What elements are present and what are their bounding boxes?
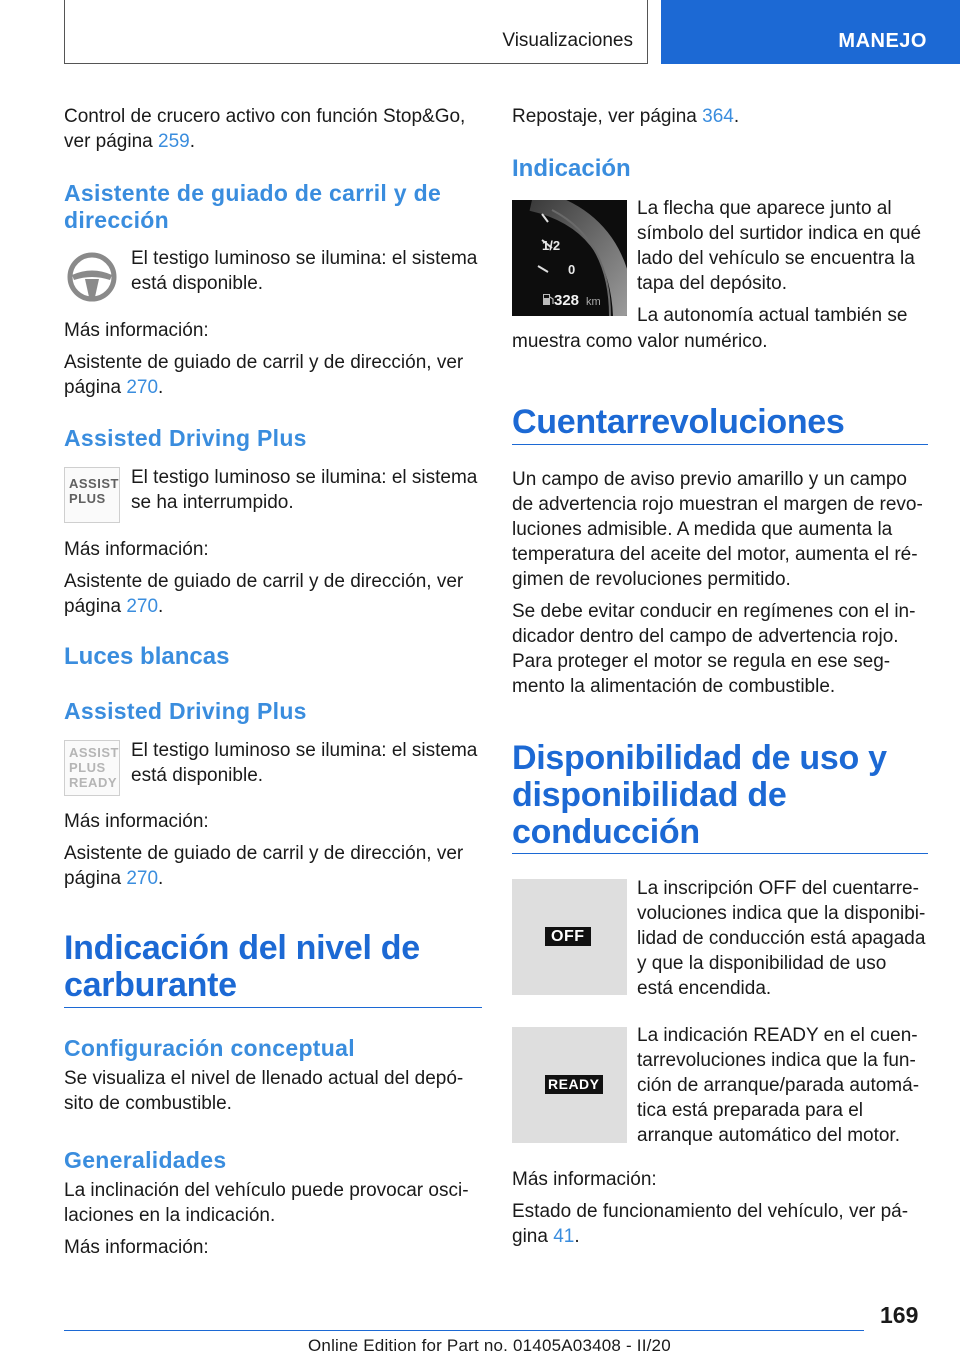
- general-heading: Generalidades: [64, 1147, 227, 1173]
- header-section-title: Visualizaciones: [502, 30, 633, 51]
- footer-rule: [64, 1330, 864, 1331]
- lane-assist-heading: Asistente de guiado de carril y de dirección: [64, 180, 442, 233]
- indication-heading: Indicación: [512, 155, 631, 182]
- page-link[interactable]: 270: [126, 377, 159, 398]
- concept-section: Configuración conceptual Se visualiza el nivel de llenado actual del depó- sito de combustible.: [64, 1035, 484, 1116]
- off-text: La inscripción OFF del cuentarre- voluciones indica que la disponibi- lidad de conducción está apagada y que la disponibilidad de uso está encendida.: [637, 878, 926, 999]
- gauge-zero-label: 0: [568, 262, 576, 277]
- page-link[interactable]: 270: [126, 596, 159, 617]
- section-rule: [512, 444, 928, 445]
- adp-heading: Assisted Driving Plus: [64, 425, 307, 451]
- tachometer-heading: Cuentarrevoluciones: [512, 403, 845, 441]
- gauge-range-value: 328: [554, 292, 580, 309]
- ready-display-image: [512, 1027, 627, 1143]
- availability-more: Más información: Estado de funcionamiento del vehículo, ver pá- gina 41.: [512, 1169, 909, 1247]
- page-link[interactable]: 270: [126, 868, 159, 889]
- adp-more: Más información: Asistente de guiado de carril y de dirección, ver página 270.: [64, 539, 464, 617]
- page-link[interactable]: 364: [702, 106, 734, 127]
- gauge-range-unit: km: [586, 296, 601, 308]
- refuel-ref: Repostaje, ver página 364.: [512, 106, 740, 127]
- ready-badge: READY: [545, 1075, 603, 1094]
- availability-heading: Disponibilidad de uso y disponibilidad de conducción: [512, 739, 887, 851]
- ready-text: La indicación READY en el cuen- tarrevoluciones indica que la fun- ción de arranque/parada automá- tica está preparada para el arranque automático del motor.: [637, 1025, 920, 1146]
- fuel-pump-icon: [542, 292, 552, 306]
- indication-text-cont: muestra como valor numérico.: [512, 331, 768, 352]
- tachometer-text: Un campo de aviso previo amarillo y un campo de advertencia rojo muestran el margen de revo- luciones admisible. A medida que aumenta la temperatura del aceite del motor, aumenta el ré- gimen de revoluciones permitido. Se debe evitar conducir en regímenes con el in- dicador dentro del campo de advertencia rojo. Para proteger el motor se regula en ese seg- mento la alimentación de combustible.: [512, 469, 923, 697]
- header-chapter-tab[interactable]: [661, 0, 960, 64]
- footer-edition: Online Edition for Part no. 01405A03408 - II/20: [308, 1336, 671, 1355]
- fuel-level-heading: Indicación del nivel de carburante: [64, 929, 420, 1004]
- assist-plus-icon: ASSIST PLUS: [64, 467, 120, 523]
- lane-assist-text: El testigo luminoso se ilumina: el sistema está disponible.: [131, 248, 478, 294]
- white-lights-heading: Luces blancas: [64, 643, 230, 670]
- header-bar: [64, 0, 648, 64]
- fuel-gauge-image: [512, 200, 627, 316]
- section-rule: [512, 853, 928, 854]
- off-display-image: [512, 879, 627, 995]
- indication-text: La flecha que aparece junto al símbolo del surtidor indica en qué lado del vehículo se encuentra la tapa del depósito. La autonomía actual también se: [637, 198, 922, 326]
- header-chapter-label: MANEJO: [838, 30, 927, 52]
- off-badge: OFF: [545, 927, 591, 946]
- page-link[interactable]: 41: [553, 1226, 575, 1247]
- steering-wheel-icon: [64, 248, 120, 304]
- intro-line: Control de crucero activo con función Stop&Go,: [64, 106, 466, 127]
- adp-text: El testigo luminoso se ilumina: el sistema se ha interrumpido.: [131, 467, 478, 513]
- left-column: [64, 104, 484, 154]
- white-lights-subheading: Assisted Driving Plus: [64, 698, 307, 724]
- gauge-half-label: 1/2: [542, 238, 561, 253]
- concept-heading: Configuración conceptual: [64, 1035, 355, 1061]
- section-rule: [64, 1007, 482, 1008]
- intro-line: ver página 259.: [64, 131, 195, 152]
- white-lights-more: Más información: Asistente de guiado de carril y de dirección, ver página 270.: [64, 811, 464, 889]
- page-link[interactable]: 259: [158, 131, 190, 152]
- assist-plus-ready-icon: ASSIST PLUS READY: [64, 740, 120, 796]
- general-section: Generalidades La inclinación del vehículo puede provocar osci- laciones en la indicación. Más información:: [64, 1147, 484, 1260]
- lane-assist-more: Más información: Asistente de guiado de carril y de dirección, ver página 270.: [64, 320, 464, 398]
- white-lights-text: El testigo luminoso se ilumina: el sistema está disponible.: [131, 740, 478, 786]
- page-number: 169: [880, 1302, 919, 1328]
